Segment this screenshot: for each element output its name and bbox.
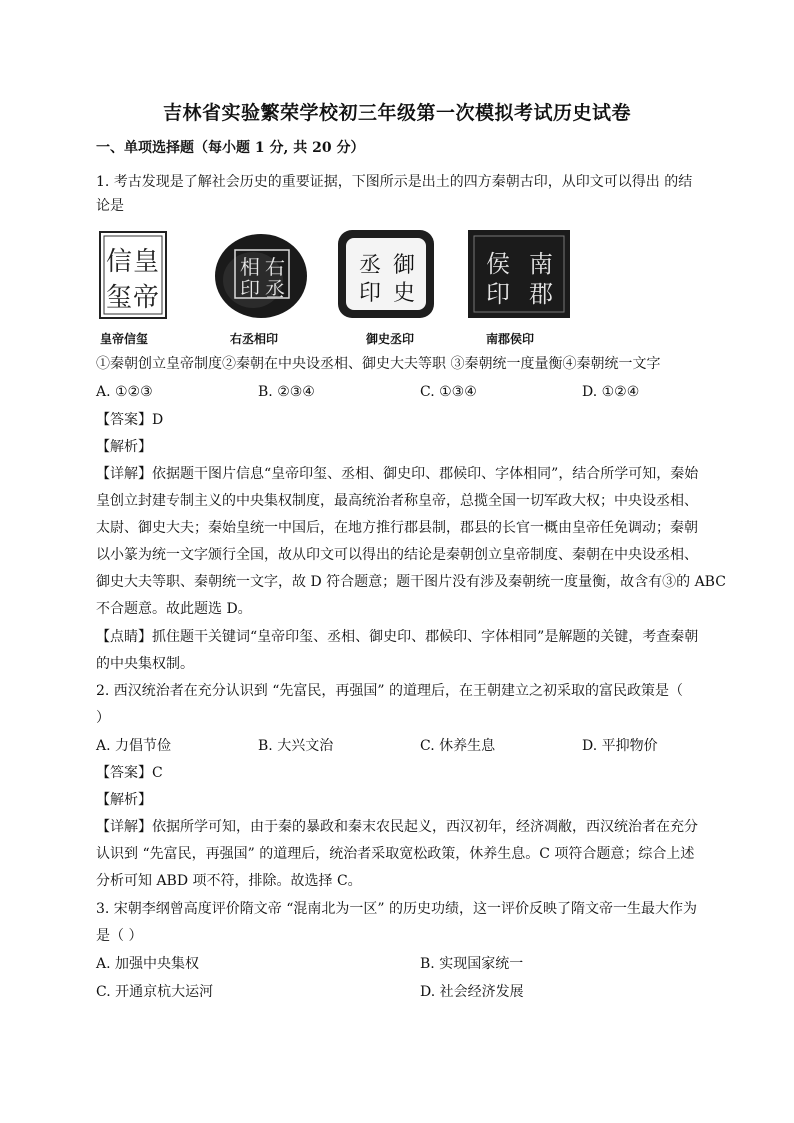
page-title: 吉林省实验繁荣学校初三年级第一次模拟考试历史试卷 — [162, 102, 631, 124]
q2-detail-line: 认识到 “先富民，再强国” 的道理后，统治者采取宽松政策，休养生息。C 项符合题意；综合上述 — [96, 846, 695, 862]
q1-detail-line: 太尉、御史大夫；秦始皇统一中国后，在地方推行郡县制，郡县的长官一概由皇帝任免调动；秦朝 — [96, 520, 698, 536]
seal-4-char-4: 印 — [486, 280, 510, 308]
seal-image-huangdi-xinxi — [98, 228, 168, 324]
seal-4-char-3: 侯 — [486, 250, 510, 278]
q2-stem-line2: ） — [96, 710, 110, 726]
q1-option-d: D. ①②④ — [582, 384, 640, 400]
seal-1-char-4: 玺 — [105, 283, 133, 313]
seal-caption-1: 皇帝信玺 — [100, 332, 149, 346]
q2-analysis-label: 【解析】 — [96, 792, 152, 808]
q1-detail-line: 御史大夫等职、秦朝统一文字，故 D 符合题意；题干图片没有涉及秦朝统一度量衡，故含有③的 ABC — [96, 574, 726, 590]
seal-2-char-4: 印 — [240, 277, 260, 301]
seal-2-char-1: 右 — [265, 255, 285, 279]
q2-option-b: B. 大兴文治 — [258, 738, 334, 754]
q1-detail-line: 不合题意。故此题选 D。 — [96, 601, 252, 617]
q1-option-a: A. ①②③ — [96, 384, 153, 400]
seal-3-char-1: 御 — [392, 253, 416, 278]
q2-option-c: C. 休养生息 — [420, 738, 496, 754]
seal-caption-2: 右丞相印 — [230, 332, 279, 346]
seal-2-char-2: 丞 — [265, 277, 285, 301]
seal-1-char-1: 皇 — [132, 247, 160, 277]
q3-option-c: C. 开通京杭大运河 — [96, 984, 214, 1000]
seal-3-char-4: 印 — [358, 281, 382, 306]
q1-stem-line2: 论是 — [96, 198, 124, 214]
seal-image-you-chengxiang — [213, 228, 309, 324]
q2-answer: 【答案】C — [96, 765, 163, 781]
seal-1-char-3: 信 — [105, 247, 133, 277]
seal-caption-3: 御史丞印 — [366, 332, 415, 346]
seal-image-nanjun-houyin — [466, 228, 572, 324]
q1-analysis-label: 【解析】 — [96, 439, 152, 455]
q3-option-d: D. 社会经济发展 — [420, 984, 524, 1000]
seal-image-yushi-chengyin — [336, 228, 436, 324]
q1-detail-line: 皇创立封建专制主义的中央集权制度，最高统治者称皇帝，总揽全国一切军政大权；中央设丞相、 — [96, 493, 698, 509]
section-heading: 一、单项选择题（每小题 1 分, 共 20 分） — [96, 140, 365, 156]
q1-comment-line: 【点睛】抓住题干关键词“皇帝印玺、丞相、御史印、郡候印、字体相同”是解题的关键，考查秦朝 — [96, 629, 699, 645]
q1-option-b: B. ②③④ — [258, 384, 315, 400]
seal-2-char-3: 相 — [240, 255, 260, 279]
seal-4-char-2: 郡 — [529, 280, 553, 308]
q1-detail-line: 【详解】依据题干图片信息“皇帝印玺、丞相、御史印、郡候印、字体相同”，结合所学可知，秦始 — [96, 466, 699, 482]
q1-comment-line: 的中央集权制。 — [96, 656, 194, 672]
q1-stem-line1: 1. 考古发现是了解社会历史的重要证据，下图所示是出土的四方秦朝古印，从印文可以得出 的结 — [96, 174, 693, 190]
q1-detail-line: 以小篆为统一文字颁行全国，故从印文可以得出的结论是秦朝创立皇帝制度、秦朝在中央设丞相、 — [96, 547, 698, 563]
q2-option-a: A. 力倡节俭 — [96, 738, 172, 754]
q2-detail-line: 【详解】依据所学可知，由于秦的暴政和秦末农民起义，西汉初年，经济凋敝，西汉统治者在充分 — [96, 819, 698, 835]
q1-option-c: C. ①③④ — [420, 384, 477, 400]
q3-stem-line2: 是（ ） — [96, 928, 143, 944]
seal-3-char-2: 史 — [392, 281, 416, 306]
seal-caption-4: 南郡侯印 — [486, 332, 535, 346]
seal-1-char-2: 帝 — [132, 283, 160, 313]
q2-detail-line: 分析可知 ABD 项不符，排除。故选择 C。 — [96, 873, 362, 889]
q1-answer: 【答案】D — [96, 412, 164, 428]
q3-option-b: B. 实现国家统一 — [420, 956, 524, 972]
q2-option-d: D. 平抑物价 — [582, 738, 658, 754]
q2-stem-line1: 2. 西汉统治者在充分认识到 “先富民，再强国” 的道理后，在王朝建立之初采取的富民政策是（ — [96, 683, 684, 699]
q1-statements: ①秦朝创立皇帝制度②秦朝在中央设丞相、御史大夫等职 ③秦朝统一度量衡④秦朝统一文字 — [96, 356, 661, 372]
seal-3-char-3: 丞 — [358, 253, 382, 278]
q3-stem-line1: 3. 宋朝李纲曾高度评价隋文帝 “混南北为一区” 的历史功绩，这一评价反映了隋文帝一生最大作为 — [96, 901, 698, 917]
q3-option-a: A. 加强中央集权 — [96, 956, 200, 972]
seal-4-char-1: 南 — [529, 250, 553, 278]
